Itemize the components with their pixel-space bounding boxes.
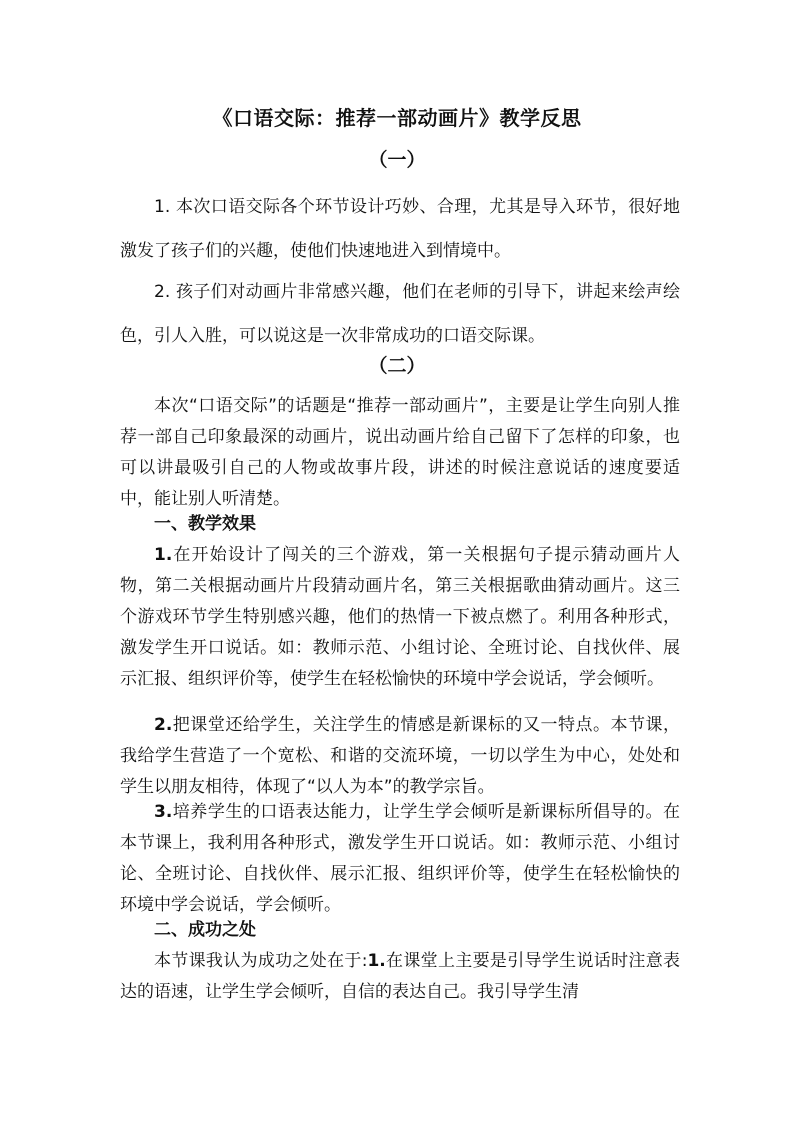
- item-text: 培养学生的口语表达能力，让学生学会倾听是新课标所倡导的。在本节课上，我利用各种形式，激发学生开口说话。如：教师示范、小组讨论、全班讨论、自找伙伴、展示汇报、组织评价等，使学生在轻松愉快的环境中学会说话，学会倾听。: [120, 802, 680, 915]
- paragraph-2: 2. 孩子们对动画片非常感兴趣，他们在老师的引导下，讲起来绘声绘色，引人入胜，可以说这是一次非常成功的口语交际课。: [120, 282, 680, 346]
- success-text-b: 在课堂上主要是引导学生说话时注意表达的语速，让学生学会倾听，自信的表达自己。我引导学生清: [120, 951, 681, 1002]
- section-heading-2: （二）: [368, 355, 426, 377]
- effect-item-3: [120, 797, 680, 921]
- subheading-teaching-effect: 一、教学效果: [154, 514, 256, 534]
- success-paragraph: [120, 946, 680, 1008]
- effect-item-2: [120, 710, 680, 803]
- success-text-a: 本节课我认为成功之处在于:: [154, 951, 368, 971]
- intro-paragraph: 本次“口语交际”的话题是“推荐一部动画片”，主要是让学生向别人推荐一部自己印象最深的动画片，说出动画片给自己留下了怎样的印象，也可以讲最吸引自己的人物或故事片段，讲述的时候注意说话的速度要适中，能让别人听清楚。: [120, 396, 680, 509]
- effect-item-1: [120, 540, 680, 695]
- item-number: 2.: [154, 715, 173, 735]
- item-number: 1.: [367, 951, 386, 971]
- item-number: 3.: [154, 802, 173, 822]
- item-number: 1.: [154, 545, 173, 565]
- item-text: 把课堂还给学生，关注学生的情感是新课标的又一特点。本节课，我给学生营造了一个宽松、和谐的交流环境，一切以学生为中心，处处和学生以朋友相待，体现了“以人为本”的教学宗旨。: [120, 715, 680, 797]
- item-text: 在开始设计了闯关的三个游戏，第一关根据句子提示猜动画片人物，第二关根据动画片片段猜动画片名，第三关根据歌曲猜动画片。这三个游戏环节学生特别感兴趣，他们的热情一下被点燃了。利用各种形式，激发学生开口说话。如：教师示范、小组讨论、全班讨论、自找伙伴、展示汇报、组织评价等，使学生在轻松愉快的环境中学会说话，学会倾听。: [120, 545, 680, 689]
- paragraph-1: 1. 本次口语交际各个环节设计巧妙、合理，尤其是导入环节，很好地激发了孩子们的兴趣，使他们快速地进入到情境中。: [120, 197, 680, 261]
- document-title: 《口语交际：推荐一部动画片》教学反思: [212, 106, 582, 130]
- section-heading-1: （一）: [368, 149, 426, 171]
- subheading-success: 二、成功之处: [154, 920, 256, 940]
